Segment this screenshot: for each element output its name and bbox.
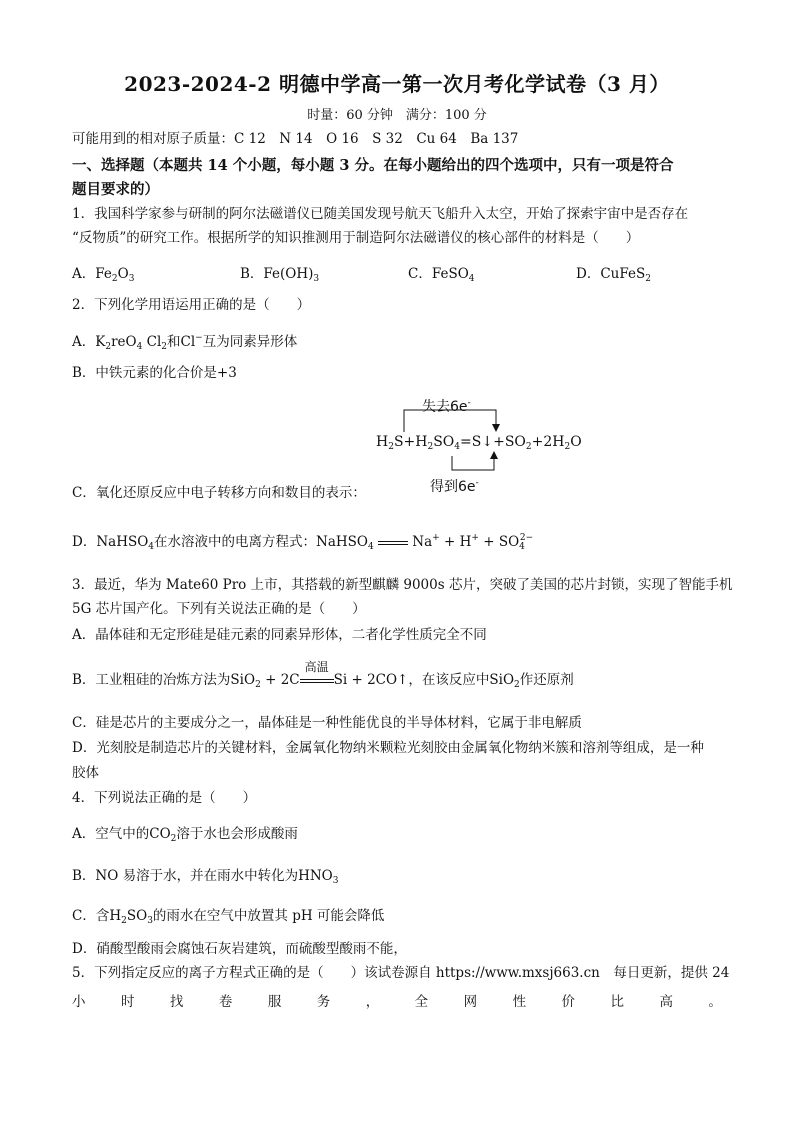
q5-char: 务 (316, 994, 331, 1010)
electron-transfer-diagram (376, 396, 586, 496)
q5-stem-line1: 5．下列指定反应的离子方程式正确的是（ ）该试卷源自 https://www.mxsj663.cn 每日更新，提供 24 (72, 965, 730, 981)
q3-stem-line1: 3．最近，华为 Mate60 Pro 上市，其搭载的新型麒麟 9000s 芯片，突破了美国的芯片封锁，实现了智能手机 (72, 577, 733, 593)
q5-char: ， (365, 994, 380, 1010)
q5-char: 找 (169, 994, 184, 1010)
q5-stem-line2 (72, 990, 722, 1010)
q1-stem-line1: 1．我国科学家参与研制的阿尔法磁谱仪已随美国发现号航天飞船升入太空，开始了探索宇宙中是否存在 (72, 206, 689, 222)
q1-option-c: C．FeSO$_4$ (408, 266, 475, 284)
atomic-masses: 可能用到的相对原子质量：C 12 N 14 O 16 S 32 Cu 64 Ba 137 (72, 131, 519, 147)
section-heading-line2: 题目要求的） (72, 181, 159, 198)
q3-option-a: A．晶体硅和无定形硅是硅元素的同素异形体，二者化学性质完全不同 (72, 627, 487, 643)
q3-option-d-line2: 胶体 (72, 765, 99, 781)
q5-char: 价 (561, 994, 576, 1010)
q1-stem-line2: “反物质”的研究工作。根据所学的知识推测用于制造阿尔法磁谱仪的核心部件的材料是（ ） (72, 230, 640, 246)
q4-stem: 4．下列说法正确的是（ ） (72, 790, 257, 806)
q5-char: 网 (463, 994, 478, 1010)
electron-gain-label: 得到6e- (430, 478, 479, 495)
q5-char: 比 (610, 994, 624, 1010)
q1-option-d: D．CuFeS$_2$ (576, 266, 651, 284)
q5-char: 时 (120, 994, 135, 1010)
q3-option-c: C．硅是芯片的主要成分之一，晶体硅是一种性能优良的半导体材料，它属于非电解质 (72, 715, 582, 731)
q5-char: 性 (512, 994, 527, 1010)
q5-char: 服 (267, 994, 282, 1010)
reaction-condition: 高温 (304, 660, 329, 674)
q5-char: 全 (414, 994, 429, 1010)
q2-option-d: D．NaHSO$_4$在水溶液中的电离方程式：NaHSO$_4$ $Na^+ + H^+ + SO_4^{2-}$ (72, 533, 534, 552)
q3-stem-line2: 5G 芯片国产化。下列有关说法正确的是（ ） (72, 601, 366, 617)
exam-meta: 时量：60 分钟 满分：100 分 (307, 108, 487, 123)
q4-option-b: B．NO 易溶于水，并在雨水中转化为$HNO_3$ (72, 868, 339, 886)
q3-option-d-line1: D．光刻胶是制造芯片的关键材料，金属氧化物纳米颗粒光刻胶由金属氧化物纳米簇和溶剂等组成，是一种 (72, 740, 704, 756)
q2-option-c: C．氧化还原反应中电子转移方向和数目的表示： (72, 485, 366, 501)
section-heading-line1: 一、选择题（本题共 14 个小题，每小题 3 分。在每小题给出的四个选项中，只有一项是符合 (72, 157, 674, 174)
q1-option-b: B．$Fe(OH)_3$ (240, 266, 320, 284)
q2-option-a: A．$K_2reO_4$ $Cl_2$和Cl−互为同素异形体 (72, 333, 298, 352)
q4-option-d: D．硝酸型酸雨会腐蚀石灰岩建筑，而硫酸型酸雨不能， (72, 941, 407, 957)
q3-option-b: B．工业粗硅的冶炼方法为SiO$_2$ + 2C 高温 Si + 2CO↑，在该反应中SiO$_2$作还原剂 (72, 660, 574, 690)
page-title: 2023-2024-2 明德中学高一第一次月考化学试卷（3 月） (124, 72, 670, 96)
q5-char: 小 (72, 994, 86, 1010)
q4-option-c: C．含$H_2SO_3$的雨水在空气中放置其 pH 可能会降低 (72, 908, 385, 926)
q1-option-a: A．$Fe_2O_3$ (72, 266, 135, 284)
electron-loss-label: 失去6e- (422, 398, 471, 415)
redox-equation: $H_2S+H_2SO_4=S↓+SO_2+2H_2O$ (376, 434, 582, 452)
q4-option-a: A．空气中的$CO_2$溶于水也会形成酸雨 (72, 826, 298, 844)
q2-stem: 2．下列化学用语运用正确的是（ ） (72, 297, 311, 313)
q2-option-b: B．中铁元素的化合价是+3 (72, 365, 237, 381)
q5-char: 卷 (218, 994, 233, 1010)
q5-char: 。 (708, 994, 722, 1010)
q5-char: 高 (659, 994, 673, 1010)
